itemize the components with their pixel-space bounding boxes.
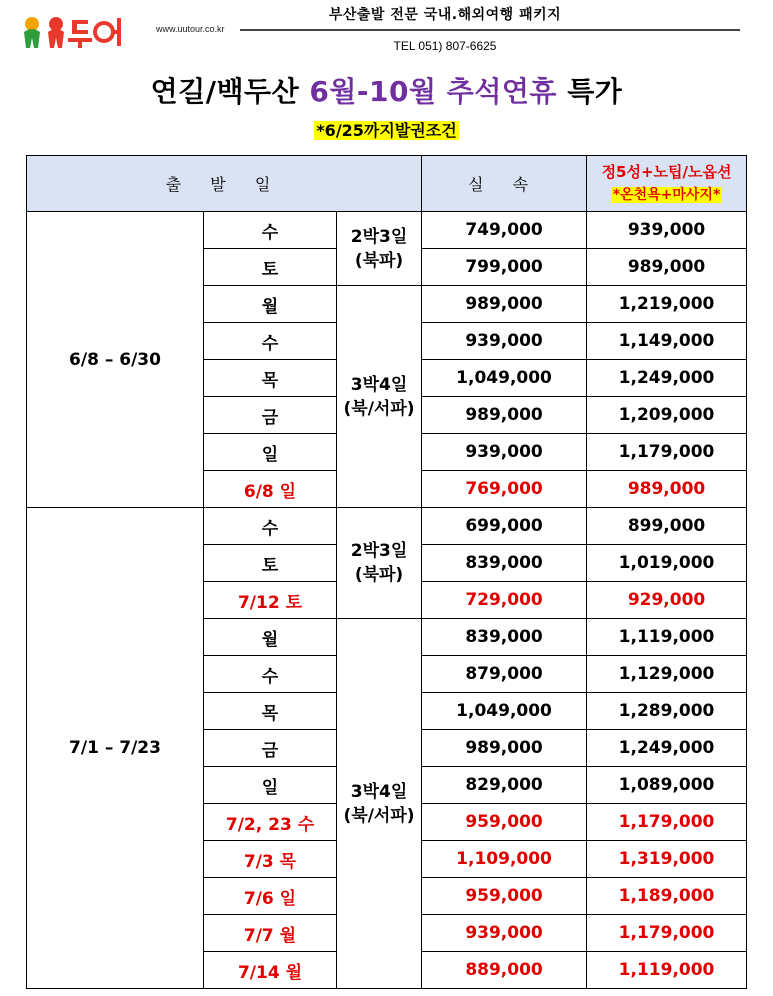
net-price-cell: 839,000 bbox=[422, 545, 587, 582]
net-price-cell: 989,000 bbox=[422, 286, 587, 323]
net-price-cell: 829,000 bbox=[422, 767, 587, 804]
uutour-logo bbox=[22, 14, 152, 50]
page-title bbox=[0, 70, 773, 110]
price-table bbox=[26, 155, 747, 989]
premium-price-cell: 899,000 bbox=[587, 508, 747, 545]
premium-price-cell: 929,000 bbox=[587, 582, 747, 619]
duration-cell bbox=[337, 619, 422, 989]
header-departure: 출 발 일 bbox=[27, 156, 422, 212]
premium-price-cell: 1,209,000 bbox=[587, 397, 747, 434]
net-price-cell: 939,000 bbox=[422, 915, 587, 952]
net-price-cell: 699,000 bbox=[422, 508, 587, 545]
departure-day-cell: 토 bbox=[204, 545, 337, 582]
departure-day-cell: 월 bbox=[204, 619, 337, 656]
departure-day-cell: 금 bbox=[204, 397, 337, 434]
premium-price-cell: 1,129,000 bbox=[587, 656, 747, 693]
page-header bbox=[0, 0, 773, 60]
departure-day-cell: 7/7 월 bbox=[204, 915, 337, 952]
premium-price-cell: 1,219,000 bbox=[587, 286, 747, 323]
duration-route: (북/서파) bbox=[343, 398, 415, 419]
departure-day-cell: 월 bbox=[204, 286, 337, 323]
net-price-cell: 769,000 bbox=[422, 471, 587, 508]
premium-price-cell: 1,089,000 bbox=[587, 767, 747, 804]
departure-day-cell: 수 bbox=[204, 656, 337, 693]
duration-cell bbox=[337, 212, 422, 286]
premium-price-cell: 1,249,000 bbox=[587, 360, 747, 397]
premium-price-cell: 1,289,000 bbox=[587, 693, 747, 730]
date-range-cell: 7/1 – 7/23 bbox=[27, 508, 204, 989]
premium-price-cell: 989,000 bbox=[587, 249, 747, 286]
departure-day-cell: 7/12 토 bbox=[204, 582, 337, 619]
premium-price-cell: 1,119,000 bbox=[587, 619, 747, 656]
header-divider bbox=[240, 29, 740, 31]
duration-route: (북/서파) bbox=[343, 805, 415, 826]
date-range-cell: 6/8 – 6/30 bbox=[27, 212, 204, 508]
duration-label: 3박4일 bbox=[350, 374, 408, 395]
net-price-cell: 1,109,000 bbox=[422, 841, 587, 878]
duration-cell bbox=[337, 508, 422, 619]
premium-price-cell: 1,179,000 bbox=[587, 434, 747, 471]
premium-price-cell: 1,179,000 bbox=[587, 804, 747, 841]
premium-price-cell: 1,189,000 bbox=[587, 878, 747, 915]
departure-day-cell: 7/14 월 bbox=[204, 952, 337, 989]
departure-day-cell: 목 bbox=[204, 360, 337, 397]
premium-price-cell: 1,319,000 bbox=[587, 841, 747, 878]
title-destination: 연길/백두산 bbox=[150, 75, 300, 108]
premium-price-cell: 939,000 bbox=[587, 212, 747, 249]
departure-day-cell: 금 bbox=[204, 730, 337, 767]
header-net: 실 속 bbox=[422, 156, 587, 212]
net-price-cell: 1,049,000 bbox=[422, 693, 587, 730]
net-price-cell: 889,000 bbox=[422, 952, 587, 989]
net-price-cell: 939,000 bbox=[422, 323, 587, 360]
net-price-cell: 1,049,000 bbox=[422, 360, 587, 397]
ticketing-condition bbox=[0, 118, 773, 141]
departure-day-cell: 수 bbox=[204, 508, 337, 545]
phone-number: TEL 051) 807-6625 bbox=[393, 39, 497, 53]
net-price-cell: 749,000 bbox=[422, 212, 587, 249]
table-row bbox=[27, 508, 747, 545]
departure-day-cell: 토 bbox=[204, 249, 337, 286]
departure-day-cell: 수 bbox=[204, 323, 337, 360]
departure-day-cell: 수 bbox=[204, 212, 337, 249]
premium-price-cell: 1,119,000 bbox=[587, 952, 747, 989]
net-price-cell: 879,000 bbox=[422, 656, 587, 693]
ticketing-condition-text: *6/25까지발권조건 bbox=[316, 121, 457, 140]
net-price-cell: 989,000 bbox=[422, 730, 587, 767]
net-price-cell: 989,000 bbox=[422, 397, 587, 434]
title-special: 특가 bbox=[567, 75, 623, 108]
departure-day-cell: 7/2, 23 수 bbox=[204, 804, 337, 841]
net-price-cell: 959,000 bbox=[422, 804, 587, 841]
duration-label: 2박3일 bbox=[350, 226, 408, 247]
duration-label: 3박4일 bbox=[350, 781, 408, 802]
premium-price-cell: 989,000 bbox=[587, 471, 747, 508]
departure-day-cell: 6/8 일 bbox=[204, 471, 337, 508]
duration-route: (북파) bbox=[354, 250, 404, 271]
company-tagline: 부산출발 전문 국내.해외여행 패키지 bbox=[328, 7, 562, 23]
table-header-row bbox=[27, 156, 747, 212]
header-premium-line2: *온천욕+마사지* bbox=[612, 186, 721, 203]
departure-day-cell: 7/6 일 bbox=[204, 878, 337, 915]
table-row bbox=[27, 212, 747, 249]
net-price-cell: 939,000 bbox=[422, 434, 587, 471]
departure-day-cell: 목 bbox=[204, 693, 337, 730]
departure-day-cell: 일 bbox=[204, 434, 337, 471]
net-price-cell: 729,000 bbox=[422, 582, 587, 619]
net-price-cell: 959,000 bbox=[422, 878, 587, 915]
title-period: 6월-10월 추석연휴 bbox=[309, 75, 557, 108]
duration-cell bbox=[337, 286, 422, 508]
net-price-cell: 799,000 bbox=[422, 249, 587, 286]
duration-label: 2박3일 bbox=[350, 541, 408, 561]
departure-day-cell: 7/3 목 bbox=[204, 841, 337, 878]
header-premium bbox=[587, 156, 747, 212]
header-premium-line1: 정5성+노팁/노옵션 bbox=[601, 162, 732, 181]
table-body bbox=[27, 212, 747, 989]
premium-price-cell: 1,249,000 bbox=[587, 730, 747, 767]
premium-price-cell: 1,179,000 bbox=[587, 915, 747, 952]
premium-price-cell: 1,149,000 bbox=[587, 323, 747, 360]
departure-day-cell: 일 bbox=[204, 767, 337, 804]
duration-route: (북파) bbox=[354, 565, 404, 585]
website-url: www.uutour.co.kr bbox=[156, 24, 225, 34]
net-price-cell: 839,000 bbox=[422, 619, 587, 656]
premium-price-cell: 1,019,000 bbox=[587, 545, 747, 582]
